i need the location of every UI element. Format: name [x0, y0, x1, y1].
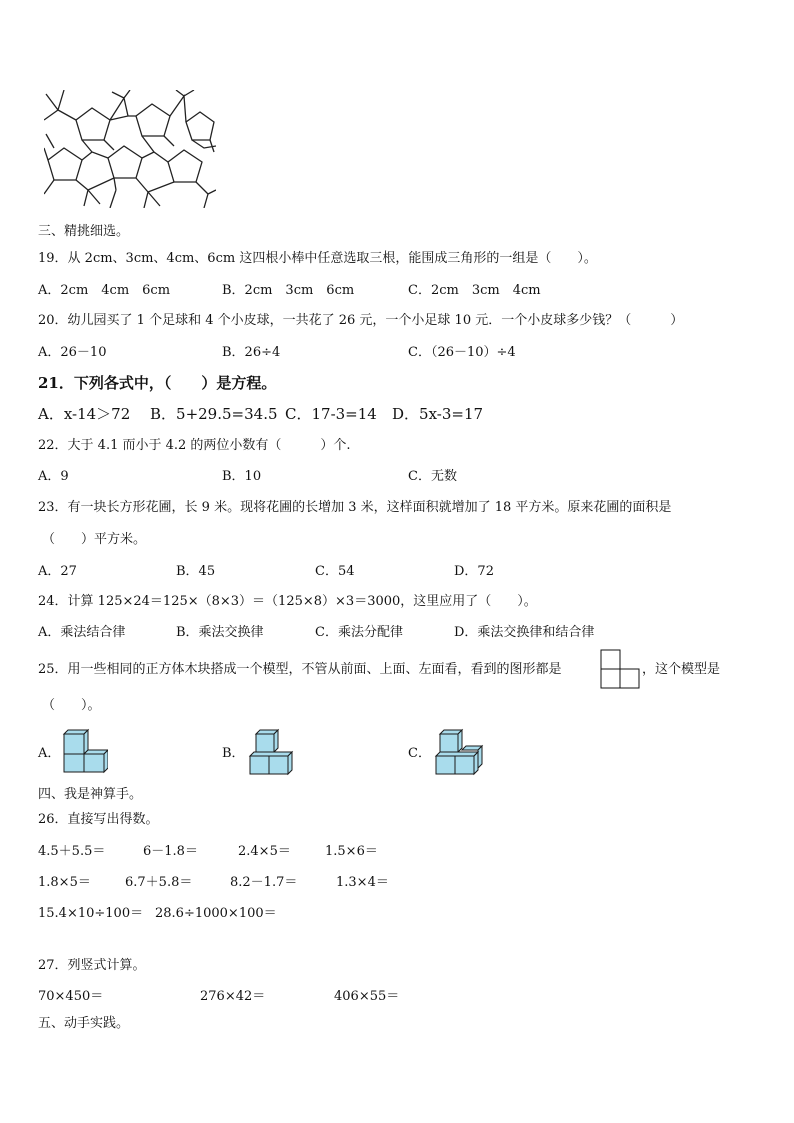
q24-option-d: D．乘法交换律和结合律: [454, 625, 595, 640]
q23-option-a: A．27: [38, 564, 77, 579]
calc-item: 8.2－1.7＝: [230, 875, 298, 890]
tessellation-figure: [44, 90, 216, 208]
q25-option-b: B．: [222, 746, 245, 761]
q21-option-d: D．5x-3=17: [392, 405, 484, 423]
calc-item: 28.6÷1000×100＝: [155, 906, 277, 921]
calc-item: 6.7＋5.8＝: [125, 875, 193, 890]
q20-option-b: B．26÷4: [222, 345, 281, 360]
question-21-stem: 21．下列各式中，（ ）是方程。: [38, 374, 277, 392]
q21-option-b: B．5+29.5=34.5: [150, 405, 278, 423]
calc-item: 4.5＋5.5＝: [38, 844, 106, 859]
question-23-stem: 23．有一块长方形花圃，长 9 米。现将花圃的长增加 3 米，这样面积就增加了 18 平方米。原来花圃的面积是: [38, 500, 672, 515]
section-title: 五、动手实践。: [38, 1016, 130, 1031]
q25-option-c: C．: [408, 746, 431, 761]
vertical-calc-item: 406×55＝: [334, 989, 400, 1004]
q23-option-c: C．54: [315, 564, 355, 579]
cube-model-b-icon: [248, 728, 294, 776]
question-27-stem: 27．列竖式计算。: [38, 958, 146, 973]
q19-option-b: B．2cm 3cm 6cm: [222, 283, 355, 298]
q21-option-a: A．x-14＞72: [38, 405, 131, 423]
q19-option-a: A．2cm 4cm 6cm: [38, 283, 171, 298]
question-25-stem-cont: （ ）。: [42, 698, 101, 713]
q24-option-c: C．乘法分配律: [315, 625, 403, 640]
l-shape-view-icon: [600, 649, 640, 689]
calc-item: 1.3×4＝: [336, 875, 389, 890]
q22-option-b: B．10: [222, 469, 262, 484]
calc-item: 15.4×10÷100＝: [38, 906, 144, 921]
q22-option-c: C．无数: [408, 469, 457, 484]
vertical-calc-item: 70×450＝: [38, 989, 104, 1004]
section-title: 三、精挑细选。: [38, 224, 130, 239]
q24-option-a: A．乘法结合律: [38, 625, 126, 640]
question-20-stem: 20．幼儿园买了 1 个足球和 4 个小皮球，一共花了 26 元，一个小足球 10 元．一个小皮球多少钱？（ ）: [38, 313, 684, 328]
question-25-stem: 25．用一些相同的正方体木块搭成一个模型，不管从前面、上面、左面看，看到的图形都是: [38, 662, 562, 677]
cube-model-c-icon: [434, 728, 484, 776]
question-22-stem: 22．大于 4.1 而小于 4.2 的两位小数有（ ）个.: [38, 438, 351, 453]
question-19-stem: 19．从 2cm、3cm、4cm、6cm 这四根小棒中任意选取三根，能围成三角形的一组是（ ）。: [38, 251, 597, 266]
q21-option-c: C．17-3=14: [285, 405, 377, 423]
section-title: 四、我是神算手。: [38, 787, 143, 802]
calc-item: 1.5×6＝: [325, 844, 378, 859]
q20-option-a: A．26－10: [38, 345, 107, 360]
q20-option-c: C．（26－10）÷4: [408, 345, 516, 360]
star-pentagon-pattern: [44, 90, 216, 208]
calc-item: 1.8×5＝: [38, 875, 91, 890]
question-26-stem: 26．直接写出得数。: [38, 812, 159, 827]
calc-item: 6－1.8＝: [143, 844, 198, 859]
q24-option-b: B．乘法交换律: [176, 625, 264, 640]
q25-option-a: A．: [38, 746, 61, 761]
vertical-calc-item: 276×42＝: [200, 989, 266, 1004]
question-24-stem: 24．计算 125×24＝125×（8×3）＝（125×8）×3＝3000，这里应用了（ ）。: [38, 594, 537, 609]
q23-option-d: D．72: [454, 564, 494, 579]
calc-item: 2.4×5＝: [238, 844, 291, 859]
q22-option-a: A．9: [38, 469, 69, 484]
q19-option-c: C．2cm 3cm 4cm: [408, 283, 541, 298]
question-23-stem-cont: （ ）平方米。: [42, 532, 147, 547]
q23-option-b: B．45: [176, 564, 216, 579]
question-25-stem-end: ，这个模型是: [642, 662, 721, 677]
cube-model-a-icon: [62, 728, 108, 774]
